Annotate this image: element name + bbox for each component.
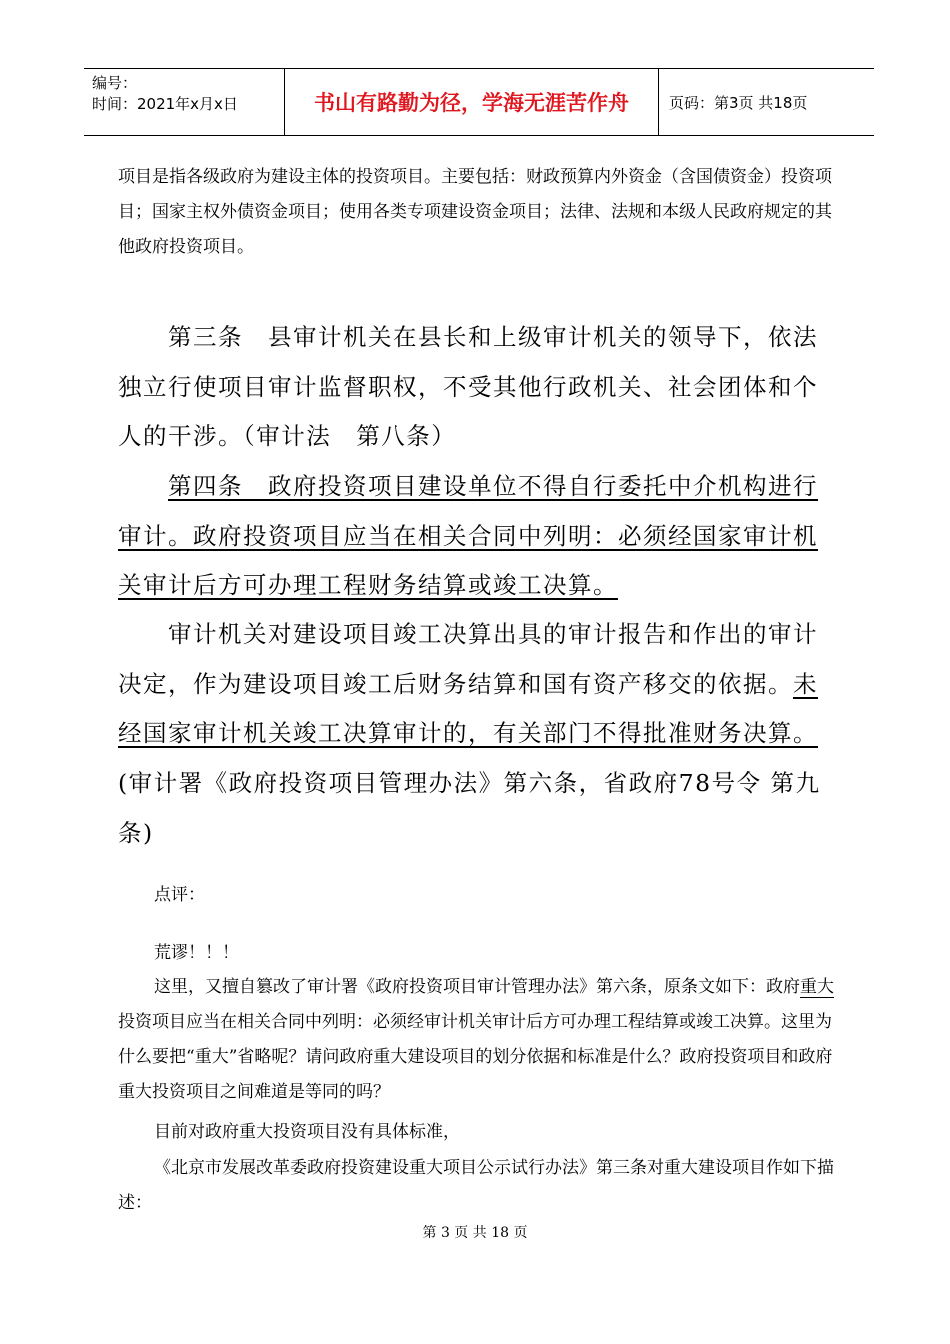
article-4-source: (审计署《政府投资项目管理办法》第六条，省政府78号令 第九条) bbox=[118, 769, 821, 847]
header-motto: 书山有路勤为径，学海无涯苦作舟 bbox=[284, 69, 659, 135]
intro-paragraph: 项目是指各级政府为建设主体的投资项目。主要包括：财政预算内外资金（含国债资金）投资项目；国家主权外债资金项目；使用各类专项建设资金项目；法律、法规和本级人民政府规定的其他政府投资项目。 bbox=[118, 167, 832, 257]
header-meta bbox=[84, 69, 284, 135]
article-4: 第四条 政府投资项目建设单位不得自行委托中介机构进行审计。政府投资项目应当在相关合同中列明：必须经国家审计机关审计后方可办理工程财务结算或竣工决算。 bbox=[118, 472, 818, 599]
comment-exclaim: 荒谬！！！ bbox=[154, 943, 239, 963]
comment-label: 点评： bbox=[154, 885, 205, 905]
document-number: 编号： bbox=[92, 74, 138, 92]
article-3: 第三条 县审计机关在县长和上级审计机关的领导下，依法独立行使项目审计监督职权，不受其他行政机关、社会团体和个人的干涉。（审计法 第八条） bbox=[118, 323, 818, 450]
document-time: 时间：2021年x月x日 bbox=[92, 95, 238, 113]
article-4-p2-underlined: 未经国家审计机关竣工决算审计的，有关部门不得批准财务决算。 bbox=[118, 669, 818, 747]
page-footer: 第 3 页 共 18 页 bbox=[422, 1225, 528, 1241]
comment-p1-underlined: 重大 bbox=[800, 977, 834, 997]
comment-p1-after: 投资项目应当在相关合同中列明：必须经审计机关审计后方可办理工程结算或竣工决算。这里为什么要把“重大”省略呢？请问政府重大建设项目的划分依据和标准是什么？政府投资项目和政府重大投资项目之间难道是等同的吗？ bbox=[118, 1012, 833, 1102]
comment-paragraph-2: 目前对政府重大投资项目没有具体标准， bbox=[154, 1122, 460, 1142]
comment-p1-before: 这里，又擅自篡改了审计署《政府投资项目审计管理办法》第六条，原条文如下：政府 bbox=[154, 977, 800, 997]
header-page-number: 页码：第3页 共18页 bbox=[669, 93, 808, 112]
article-4-paragraph-2 bbox=[118, 610, 842, 759]
header-table bbox=[84, 68, 874, 136]
article-4-p2-text: 审计机关对建设项目竣工决算出具的审计报告和作出的审计决定，作为建设项目竣工后财务结算和国有资产移交的依据。 bbox=[118, 620, 818, 698]
comment-paragraph-1 bbox=[118, 970, 842, 1110]
comment-paragraph-3: 《北京市发展改革委政府投资建设重大项目公示试行办法》第三条对重大建设项目作如下描述： bbox=[118, 1158, 834, 1213]
